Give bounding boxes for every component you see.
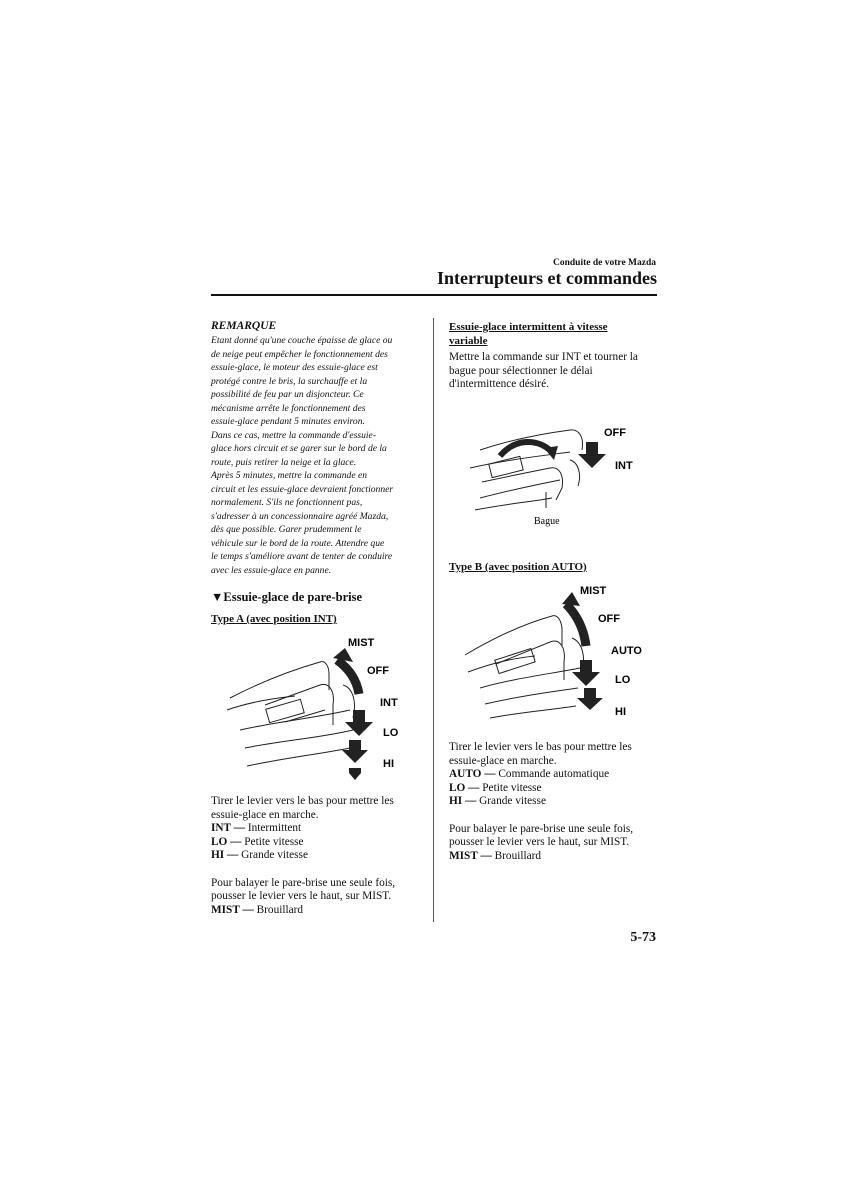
finger-line — [485, 688, 578, 704]
label-hi: HI — [615, 706, 626, 718]
chapter-title: Conduite de votre Mazda — [553, 258, 656, 268]
list-item — [211, 822, 426, 836]
label-mist: MIST — [580, 585, 607, 597]
label-int: INT — [615, 460, 633, 472]
label-off: OFF — [367, 665, 389, 677]
switch-markings — [495, 648, 535, 673]
type-b-description — [449, 741, 661, 863]
note-line: route, puis retirer la neige et la glace. — [211, 456, 357, 468]
type-a-heading: Type A (avec position INT) — [211, 613, 337, 625]
list-item — [449, 795, 661, 809]
arrow-down-icon — [572, 660, 600, 686]
text-line: Mettre la commande sur INT et tourner la — [449, 351, 638, 363]
text-line: essuie-glace en marche. — [449, 754, 557, 767]
variable-lever-illustration — [460, 420, 650, 530]
item-key: LO — — [211, 835, 242, 848]
page-title: Interrupteurs et commandes — [437, 268, 657, 288]
item-key: MIST — — [449, 849, 492, 862]
label-off: OFF — [604, 427, 626, 439]
arrow-down-icon — [577, 688, 603, 710]
label-lo: LO — [383, 727, 399, 739]
item-key: INT — — [211, 822, 246, 835]
note-line: s'adresser à un concessionnaire agréé Mazda, — [211, 510, 389, 522]
item-value: Brouillard — [491, 849, 542, 862]
arc-arrow — [337, 660, 359, 694]
item-value: Brouillard — [253, 903, 304, 916]
item-value: Grande vitesse — [476, 795, 546, 808]
rotation-arrow — [500, 442, 552, 456]
variable-heading — [449, 320, 659, 348]
note-line: circuit et les essuie-glace devraient fonctionner — [211, 483, 394, 495]
page-number: 5-73 — [630, 930, 656, 945]
type-a-description — [211, 795, 426, 917]
type-b-lever-illustration — [460, 580, 650, 730]
note-text — [211, 334, 423, 577]
note-line: possibilité de feu par un disjoncteur. Ce — [211, 389, 364, 400]
hand-outline — [465, 616, 552, 655]
text-line: pousser le levier vers le haut, sur MIST. — [449, 836, 630, 849]
note-line: dès que possible. Garer prudemment le — [211, 524, 362, 535]
list-item — [211, 836, 426, 850]
label-off: OFF — [598, 613, 620, 625]
finger-line — [490, 706, 576, 718]
heading-line: variable — [449, 335, 488, 347]
text-line: essuie-glace en marche. — [211, 808, 319, 821]
text-line: d'intermittence désiré. — [449, 378, 549, 391]
finger-line — [247, 748, 350, 766]
text-line: Pour balayer le pare-brise une seule fois, — [449, 822, 634, 835]
type-a-lever-illustration — [225, 630, 425, 780]
note-line: protégé contre le bris, la surchauffe et la — [211, 375, 368, 387]
note-line: le temps s'améliore avant de tenter de conduire — [211, 551, 393, 562]
hand-outline — [230, 662, 320, 698]
finger-line — [475, 498, 552, 510]
label-mist: MIST — [348, 637, 375, 649]
text-line: Pour balayer le pare-brise une seule fois, — [211, 876, 396, 889]
list-item — [449, 782, 661, 796]
note-line: de neige peut empêcher le fonctionnement des — [211, 348, 388, 360]
rotate-arrow-icon — [544, 446, 558, 460]
note-line: avec les essuie-glace en panne. — [211, 564, 332, 576]
heading-line: Essuie-glace intermittent à vitesse — [449, 321, 608, 333]
type-b-heading: Type B (avec position AUTO) — [449, 561, 587, 573]
ring-caption: Bague — [534, 516, 560, 527]
list-item — [449, 768, 661, 782]
lever-tip — [570, 460, 580, 486]
text-line: bague pour sélectionner le délai — [449, 364, 593, 377]
list-item — [449, 850, 661, 864]
note-line: essuie-glace, le moteur des essuie-glace est — [211, 362, 378, 373]
text-line: Tirer le levier vers le bas pour mettre les — [449, 741, 632, 753]
finger-line — [480, 480, 560, 498]
item-value: Intermittent — [245, 822, 302, 835]
arrow-down-icon — [345, 710, 373, 736]
column-divider — [433, 318, 434, 922]
finger-line — [480, 668, 580, 688]
text-line: pousser le levier vers le haut, sur MIST. — [211, 890, 392, 903]
note-line: normalement. S'ils ne fonctionnent pas, — [211, 497, 363, 508]
item-value: Commande automatique — [495, 768, 610, 781]
label-int: INT — [380, 697, 398, 709]
note-line: essuie-glace pendant 5 minutes environ. — [211, 416, 365, 427]
text-line: Tirer le levier vers le bas pour mettre les — [211, 795, 394, 807]
arrow-down-icon — [342, 740, 368, 763]
lever-tip — [343, 685, 355, 718]
variable-description — [449, 351, 661, 392]
note-line: mécanisme arrête le fonctionnement des — [211, 402, 366, 414]
item-key: MIST — — [211, 903, 254, 916]
lever-ring — [482, 468, 563, 500]
label-hi: HI — [383, 758, 394, 770]
item-value: Petite vitesse — [479, 781, 542, 794]
note-line: Après 5 minutes, mettre la commande en — [211, 470, 368, 481]
item-key: HI — — [449, 795, 477, 808]
label-auto: AUTO — [611, 645, 642, 657]
note-line: Etant donné qu'une couche épaisse de glace ou — [211, 335, 393, 346]
item-key: LO — — [449, 781, 480, 794]
note-line: glace hors circuit et se garer sur le bord de la — [211, 443, 387, 454]
finger-line — [245, 730, 353, 748]
label-lo: LO — [615, 674, 631, 686]
note-title: REMARQUE — [211, 320, 277, 332]
item-value: Petite vitesse — [241, 835, 304, 848]
section-title: ▼Essuie-glace de pare-brise — [211, 590, 363, 604]
list-item — [211, 904, 426, 918]
arrow-down-icon — [349, 768, 361, 780]
header-rule — [211, 294, 657, 296]
item-value: Grande vitesse — [238, 849, 308, 862]
note-line: véhicule sur le bord de la route. Attendre que — [211, 537, 385, 549]
item-key: AUTO — — [449, 768, 496, 781]
list-item — [211, 849, 426, 863]
note-line: Dans ce cas, mettre la commande d'essuie- — [211, 429, 377, 441]
item-key: HI — — [211, 849, 239, 862]
